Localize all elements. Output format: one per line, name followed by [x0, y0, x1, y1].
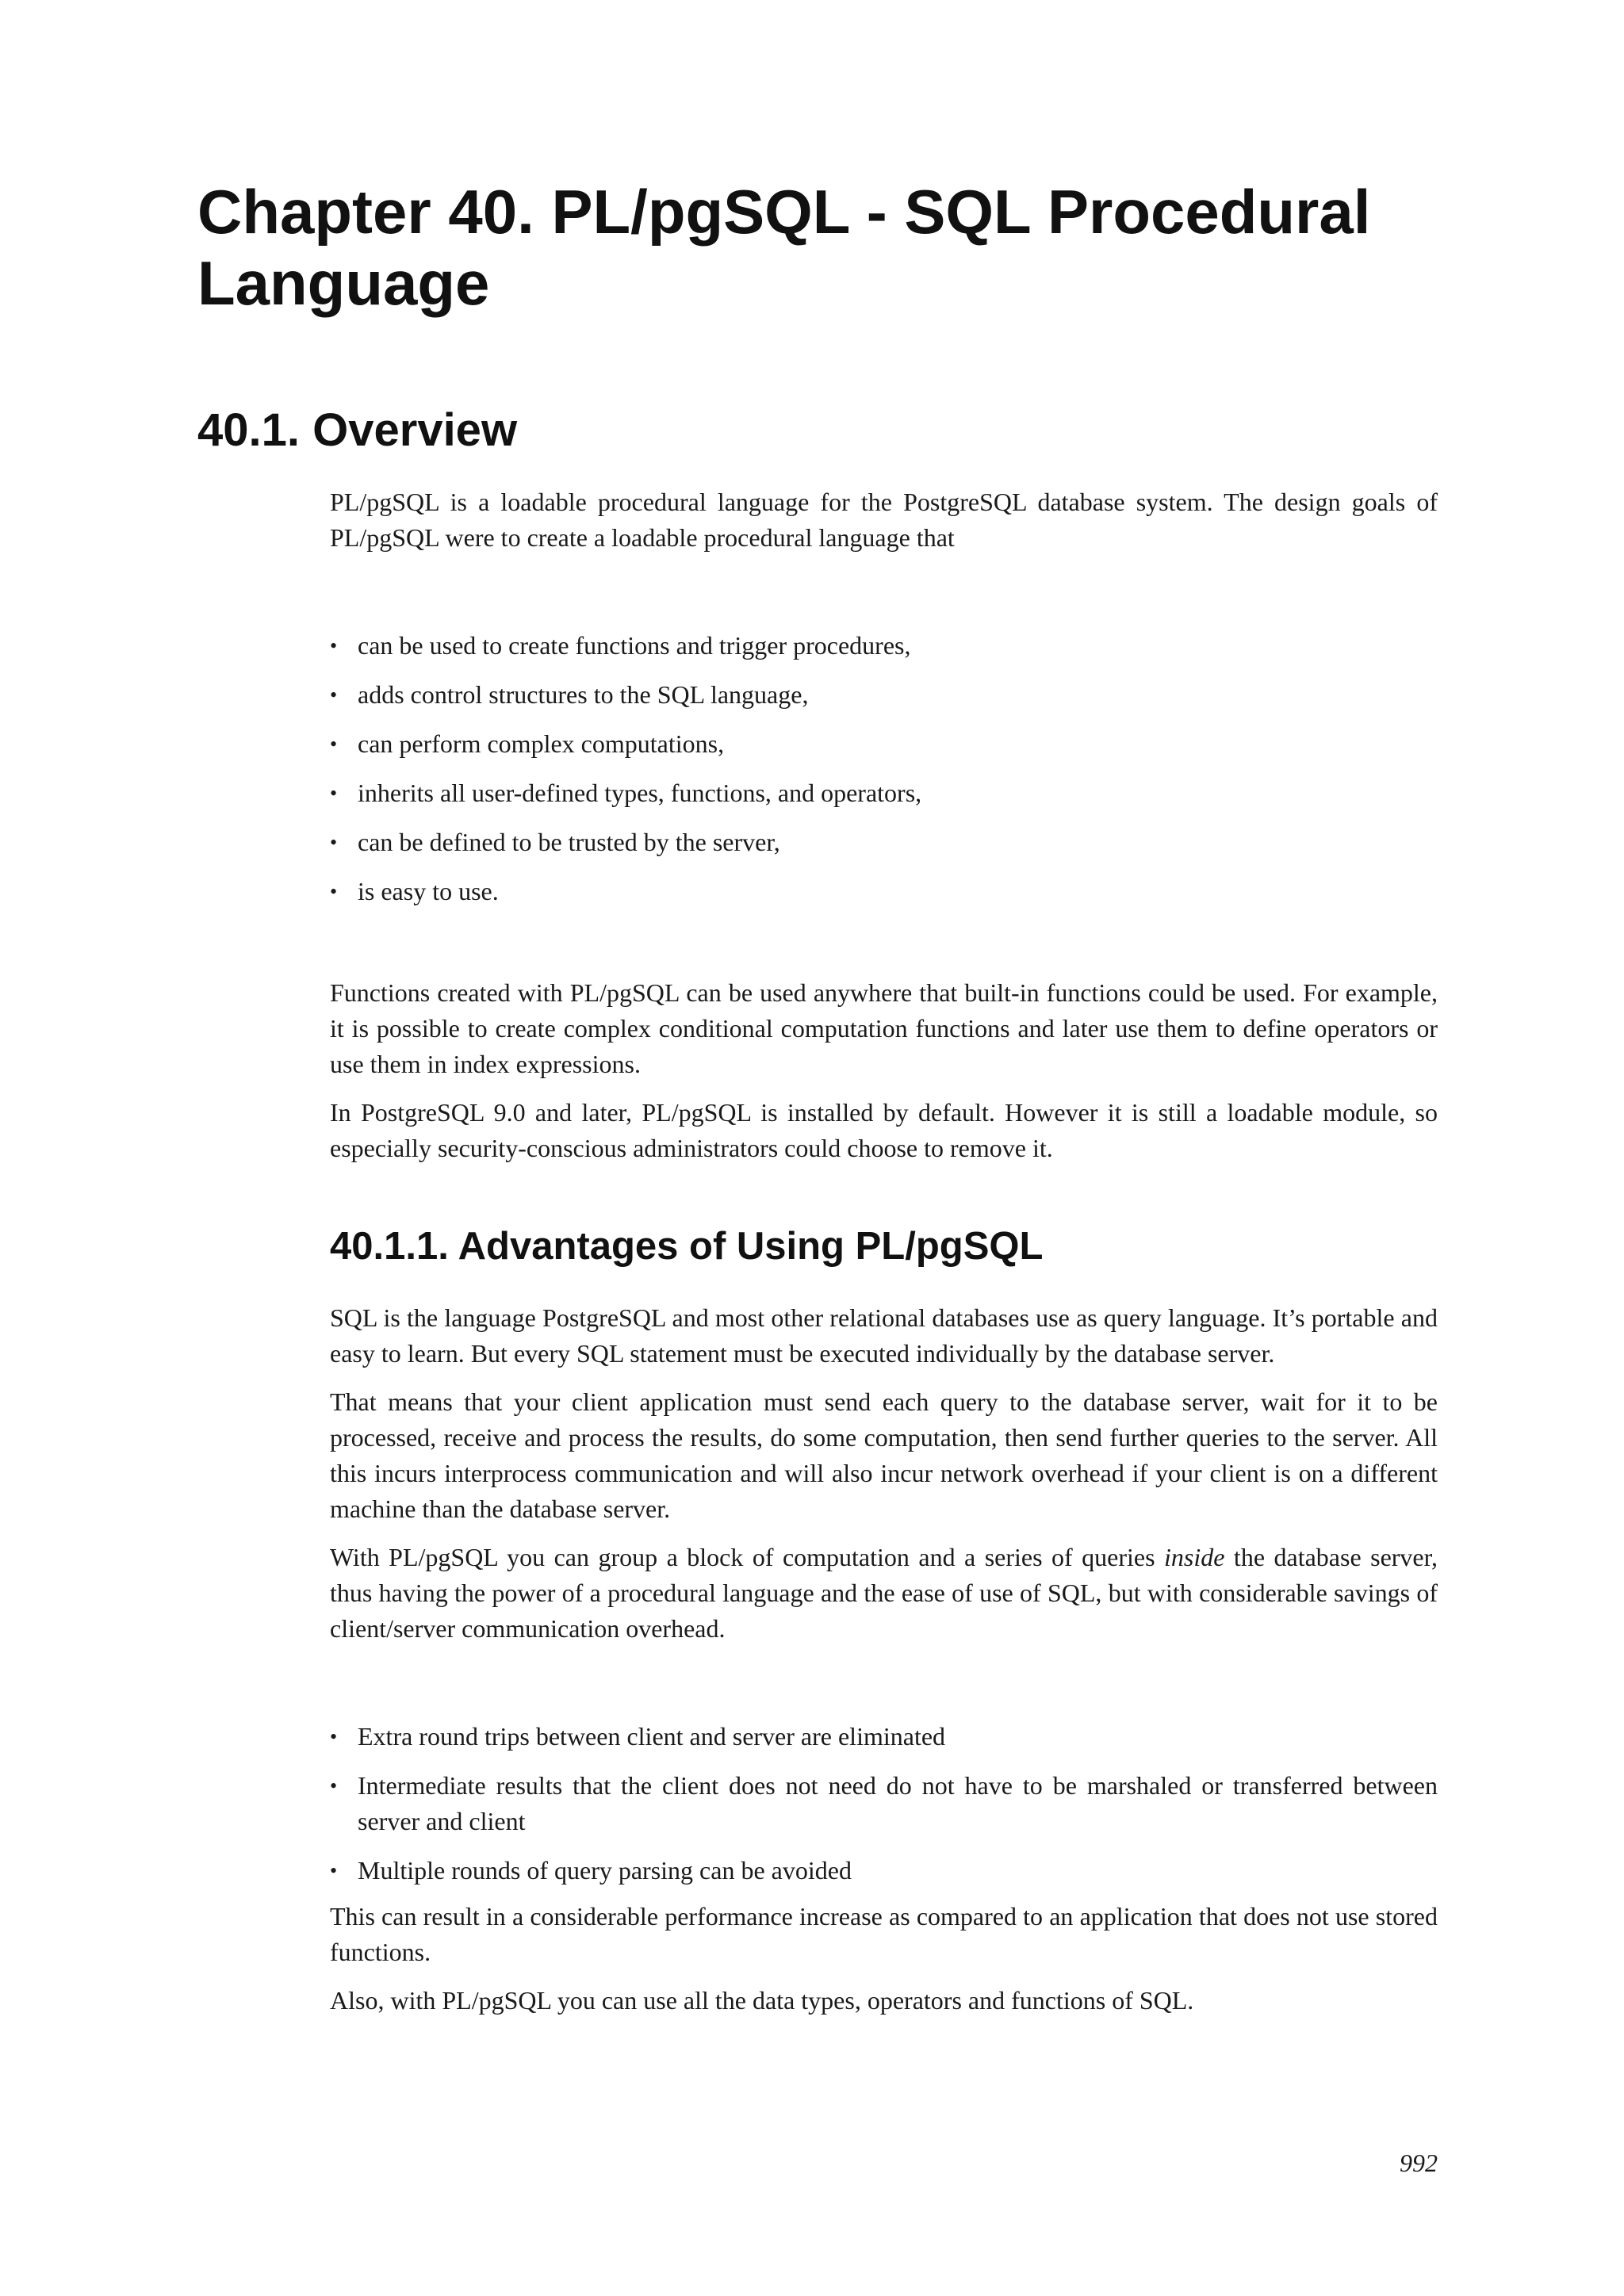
chapter-title-line-2: Language: [197, 248, 490, 318]
design-goals-list: [330, 628, 1438, 909]
sql-paragraph: SQL is the language PostgreSQL and most other relational databases use as query language. It’s portable and easy to learn. But every SQL statement must be executed individually by the database server.: [330, 1303, 1438, 1368]
benefits-list: [330, 1719, 1438, 1888]
functions-paragraph: Functions created with PL/pgSQL can be used anywhere that built-in functions could be used. For example, it is possible to create complex conditional computation functions and later use them to define operators or use them in index expressions.: [330, 978, 1438, 1078]
bullet-icon: •: [330, 1725, 338, 1748]
subsection-title: 40.1.1. Advantages of Using PL/pgSQL: [330, 1225, 1044, 1268]
types-paragraph: Also, with PL/pgSQL you can use all the data types, operators and functions of SQL.: [330, 1986, 1194, 2015]
performance-paragraph: This can result in a considerable performance increase as compared to an application that does not use stored functions.: [330, 1902, 1438, 1966]
bullet-icon: •: [330, 782, 338, 805]
closing-block: [330, 1899, 1438, 2031]
list-item: • is easy to use.: [330, 874, 1438, 909]
page-number: 992: [1400, 2149, 1438, 2177]
benefits-block: [330, 1719, 1438, 1902]
chapter-title: [197, 176, 1466, 319]
bullet-icon: •: [330, 634, 338, 657]
intro-paragraph: PL/pgSQL is a loadable procedural language for the PostgreSQL database system. The design goals of PL/pgSQL were to create a loadable procedural language that: [330, 488, 1438, 552]
bullet-icon: •: [330, 733, 338, 756]
group-paragraph: With PL/pgSQL you can group a block of computation and a series of queries inside the database server, thus having the power of a procedural language and the ease of use of SQL, but with considerable savings of client/server communication overhead.: [330, 1543, 1438, 1643]
section-title: 40.1. Overview: [197, 404, 518, 456]
emphasis-inside: inside: [1164, 1543, 1225, 1571]
list-item: • Extra round trips between client and server are eliminated: [330, 1719, 1438, 1755]
install-paragraph: In PostgreSQL 9.0 and later, PL/pgSQL is installed by default. However it is still a loadable module, so especially security-conscious administrators could choose to remove it.: [330, 1098, 1438, 1162]
design-goals-block: [330, 628, 1438, 923]
intro-block: [330, 484, 1438, 568]
bullet-icon: •: [330, 880, 338, 903]
bullet-icon: •: [330, 683, 338, 706]
functions-block: [330, 975, 1438, 1179]
list-item: • adds control structures to the SQL language,: [330, 677, 1438, 713]
bullet-icon: •: [330, 1859, 338, 1882]
chapter-title-line-1: Chapter 40. PL/pgSQL - SQL Procedural: [197, 177, 1371, 247]
client-paragraph: That means that your client application must send each query to the database server, wait for it to be processed, receive and process the results, do some computation, then send further queries to the server. All this incurs interprocess communication and will also incur network overhead if your client is on a different machine than the database server.: [330, 1387, 1438, 1523]
bullet-icon: •: [330, 831, 338, 854]
list-item: • Multiple rounds of query parsing can be avoided: [330, 1853, 1438, 1888]
advantages-block: [330, 1300, 1438, 1659]
list-item: • can be defined to be trusted by the server,: [330, 825, 1438, 860]
list-item: • Intermediate results that the client does not need do not have to be marshaled or transferred between server and client: [330, 1768, 1438, 1839]
list-item: • can be used to create functions and trigger procedures,: [330, 628, 1438, 664]
list-item: • can perform complex computations,: [330, 726, 1438, 762]
bullet-icon: •: [330, 1774, 338, 1797]
list-item: • inherits all user-defined types, functions, and operators,: [330, 775, 1438, 811]
